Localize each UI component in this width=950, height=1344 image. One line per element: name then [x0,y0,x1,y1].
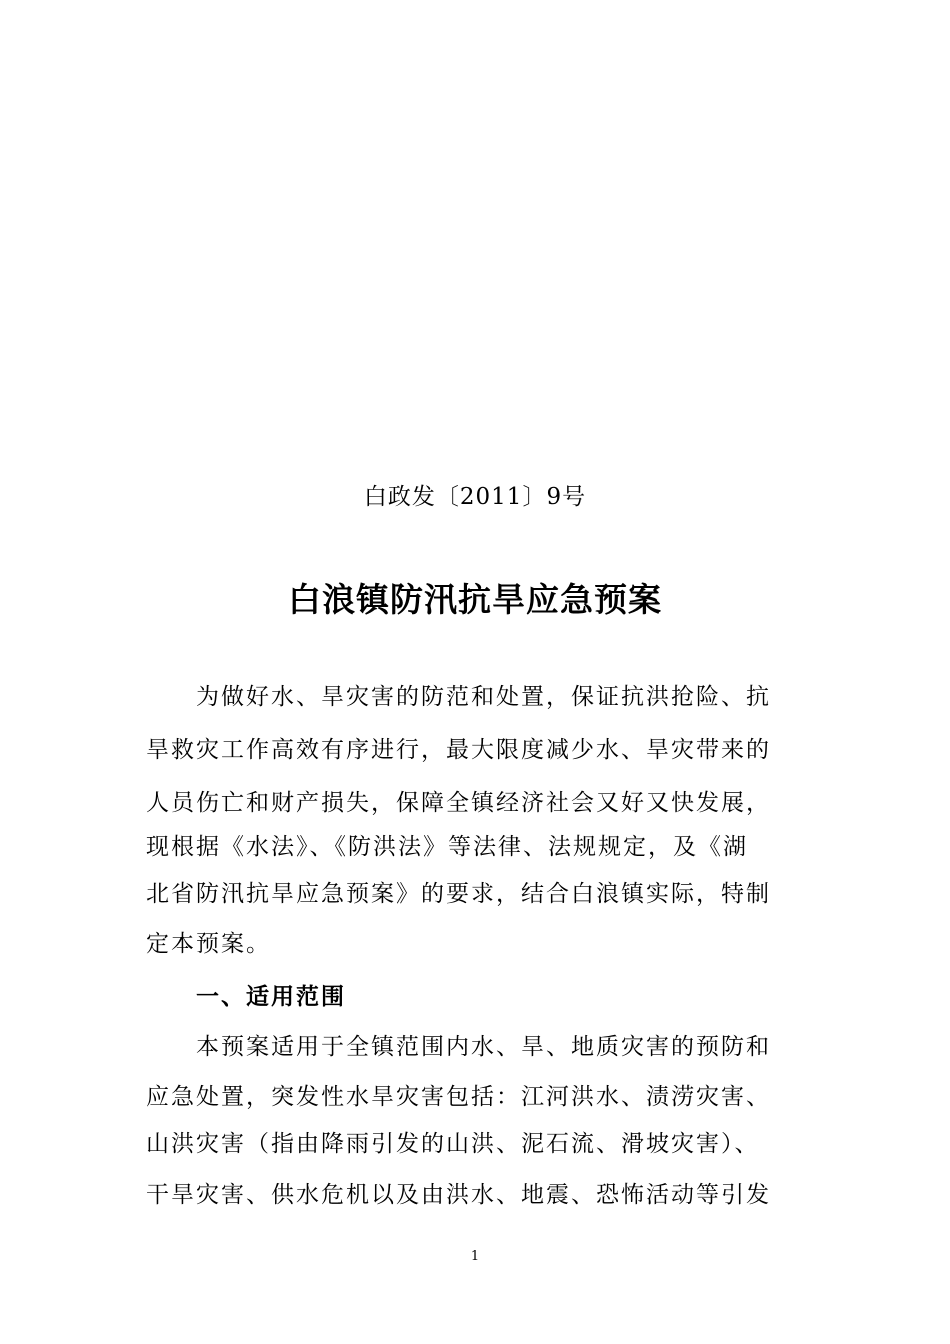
paragraph-line: 旱救灾工作高效有序进行，最大限度减少水、旱灾带来的 [146,737,771,763]
paragraph-line: 北省防汛抗旱应急预案》的要求，结合白浪镇实际，特制 [146,881,771,907]
paragraph-line: 本预案适用于全镇范围内水、旱、地质灾害的预防和 [196,1034,771,1060]
section-heading: 一、适用范围 [196,984,346,1010]
paragraph-line: 定本预案。 [146,931,271,957]
page-number: 1 [470,1249,480,1264]
paragraph-line: 为做好水、旱灾害的防范和处置，保证抗洪抢险、抗 [196,684,771,710]
paragraph-line: 人员伤亡和财产损失，保障全镇经济社会又好又快发展， [146,790,771,816]
paragraph-line: 应急处置，突发性水旱灾害包括：江河洪水、渍涝灾害、 [146,1084,771,1110]
paragraph-line: 干旱灾害、供水危机以及由洪水、地震、恐怖活动等引发 [146,1182,771,1208]
paragraph-line: 现根据《水法》、《防洪法》等法律、法规规定，及《湖 [146,834,748,860]
document-number: 白政发〔2011〕9号 [363,484,587,510]
paragraph-line: 山洪灾害（指由降雨引发的山洪、泥石流、滑坡灾害）、 [146,1131,760,1157]
document-title: 白浪镇防汛抗旱应急预案 [288,580,662,619]
